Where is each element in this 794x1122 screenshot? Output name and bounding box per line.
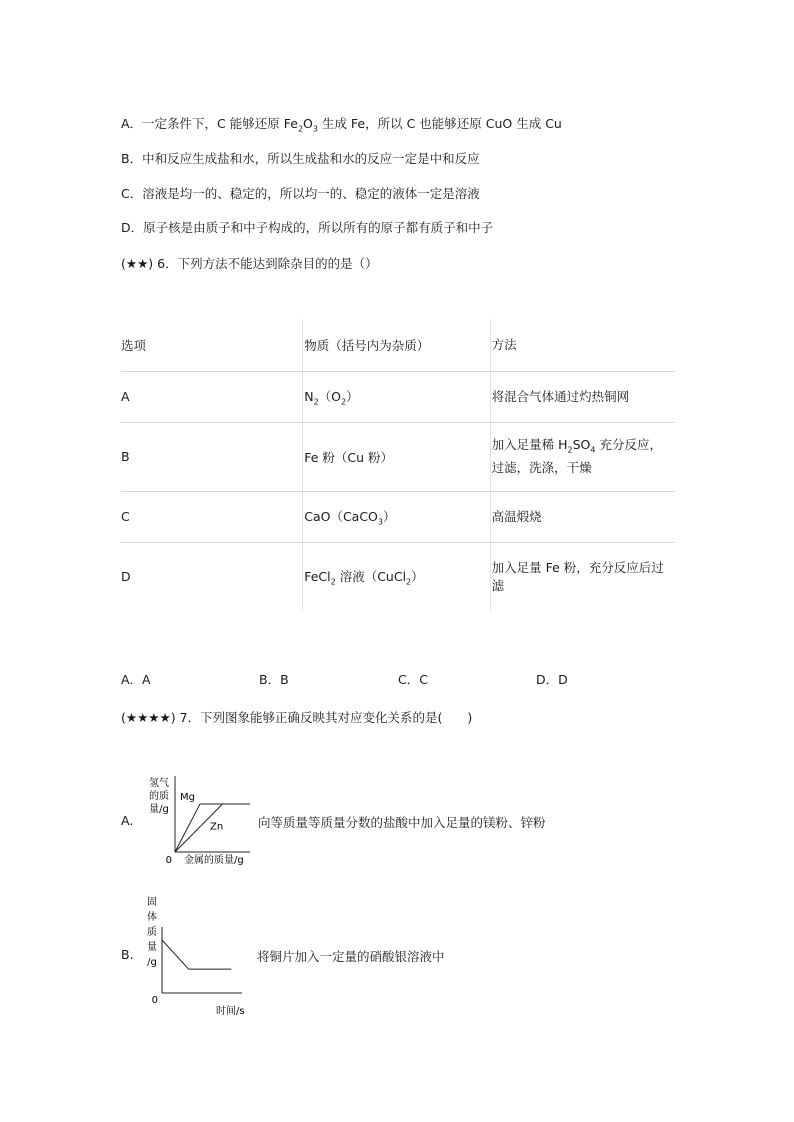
substance-text: ）	[383, 508, 396, 524]
substance-sub: 2	[313, 397, 319, 407]
method-text: SO	[572, 436, 591, 452]
table-header-substance	[303, 319, 490, 371]
method-text: 加入足量 Fe 粉，充分反应后过	[491, 559, 664, 575]
table-cell-substance	[303, 542, 490, 611]
q5-option-a	[121, 116, 562, 138]
table-row	[121, 422, 675, 491]
table-header-option: 选项	[121, 337, 147, 353]
substance-text: N	[304, 388, 314, 404]
chart-a-origin: 0	[165, 855, 172, 866]
table-header-method	[490, 319, 675, 371]
chart-b-origin: 0	[151, 995, 158, 1006]
substance-text: CaO（CaCO	[304, 508, 378, 524]
table-cell-option: D	[121, 569, 131, 585]
table-cell-method	[490, 422, 675, 491]
substance-sub: 2	[330, 577, 336, 587]
table-cell-substance	[303, 491, 490, 542]
table-cell-option: A	[121, 389, 130, 404]
chart-a-xlabel: 金属的质量/g	[184, 855, 244, 866]
q6-answer-a[interactable]: A．A	[121, 672, 151, 687]
method-sub: 4	[590, 445, 596, 455]
table-cell-substance	[303, 371, 490, 422]
substance-sub: 3	[377, 517, 383, 527]
method-sub: 2	[567, 445, 573, 455]
table-header-substance-text: 物质（括号内为杂质）	[304, 337, 430, 353]
q5-option-a-text-1: A．一定条件下，C 能够还原 Fe	[121, 116, 298, 131]
q5-option-a-text-2: O	[303, 116, 313, 131]
q6-options-table	[121, 319, 675, 611]
table-header-method-text: 方法	[491, 336, 517, 352]
chart-b-ylabel-line: /g	[147, 957, 157, 968]
substance-sub: 2	[341, 397, 347, 407]
table-cell-method	[490, 371, 675, 422]
method-text: 加入足量稀 H	[491, 436, 568, 452]
chart-a-ylabel-line: 氢气	[149, 778, 169, 789]
q6-answer-c[interactable]: C．C	[398, 672, 428, 687]
q7-option-b-label[interactable]: B.	[121, 947, 134, 962]
q7-option-a-desc: 向等质量等质量分数的盐酸中加入足量的镁粉、锌粉	[258, 815, 546, 830]
substance-text: ）	[346, 388, 359, 404]
substance-text: ）	[411, 569, 424, 584]
q5-option-a-sub-2: 3	[312, 124, 318, 134]
chart-a-ylabel-line: 量/g	[149, 804, 169, 815]
chart-b-ylabel	[147, 896, 157, 968]
table-row	[121, 371, 675, 422]
table-row	[121, 542, 675, 611]
q6-question-text: 6．下列方法不能达到除杂目的的是（）	[157, 256, 378, 271]
substance-sub: 2	[406, 577, 412, 587]
q5-option-d: D．原子核是由质子和中子构成的，所以所有的原子都有质子和中子	[121, 220, 494, 235]
chart-a-series-label: Zn	[210, 821, 224, 833]
method-text: 高温煅烧	[491, 508, 542, 524]
chart-a-series-label: Mg	[180, 792, 195, 803]
chart-a-ylabel	[149, 776, 169, 815]
chart-b-ylabel-line: 量	[147, 942, 157, 953]
q7-difficulty-stars: (★★★★)	[121, 710, 176, 725]
chart-b-ylabel-line: 体	[147, 912, 157, 923]
substance-text: FeCl	[304, 569, 331, 584]
q7-option-a-chart	[138, 770, 258, 870]
substance-text: Fe 粉（Cu 粉）	[304, 449, 394, 465]
table-cell-option: B	[121, 449, 130, 464]
q6-stem	[121, 256, 378, 272]
method-text: 滤	[491, 577, 505, 593]
chart-b-xlabel: 时间/s	[216, 1006, 245, 1017]
q5-option-a-sub-1: 2	[297, 124, 304, 134]
q7-option-a-label[interactable]: A.	[121, 813, 134, 828]
chart-b-series-line	[162, 940, 231, 969]
table-row	[121, 491, 675, 542]
method-text: 充分反应，	[595, 436, 662, 452]
table-cell-method	[490, 491, 675, 542]
q5-option-a-text-3: 生成 Fe，所以 C 也能够还原 CuO 生成 Cu	[317, 116, 562, 131]
substance-text: （O	[318, 388, 342, 404]
table-header-row	[121, 319, 675, 371]
table-cell-substance	[303, 422, 490, 491]
method-text: 将混合气体通过灼热铜网	[491, 388, 630, 404]
substance-text: 溶液（CuCl	[335, 569, 407, 584]
chart-a-series-group	[175, 792, 250, 852]
q7-option-b-desc: 将铜片加入一定量的硝酸银溶液中	[257, 949, 445, 964]
chart-b-series-group	[162, 940, 231, 969]
q6-answer-d[interactable]: D．D	[536, 672, 568, 687]
q5-option-b: B．中和反应生成盐和水，所以生成盐和水的反应一定是中和反应	[121, 151, 480, 166]
q7-question-text: 7．下列图象能够正确反映其对应变化关系的是( )	[179, 710, 473, 725]
q6-answer-b[interactable]: B．B	[259, 672, 289, 687]
q7-stem	[121, 710, 472, 726]
chart-b-ylabel-line: 固	[147, 897, 157, 908]
q6-difficulty-stars: (★★)	[121, 256, 154, 271]
q7-option-b-chart	[138, 893, 258, 1018]
chart-b-ylabel-line: 质	[147, 927, 157, 938]
chart-a-ylabel-line: 的质	[149, 791, 169, 802]
q5-option-c: C．溶液是均一的、稳定的，所以均一的、稳定的液体一定是溶液	[121, 186, 480, 201]
method-text: 过滤，洗涤，干燥	[491, 460, 592, 476]
table-cell-option: C	[121, 509, 130, 524]
table-cell-method	[490, 542, 675, 611]
